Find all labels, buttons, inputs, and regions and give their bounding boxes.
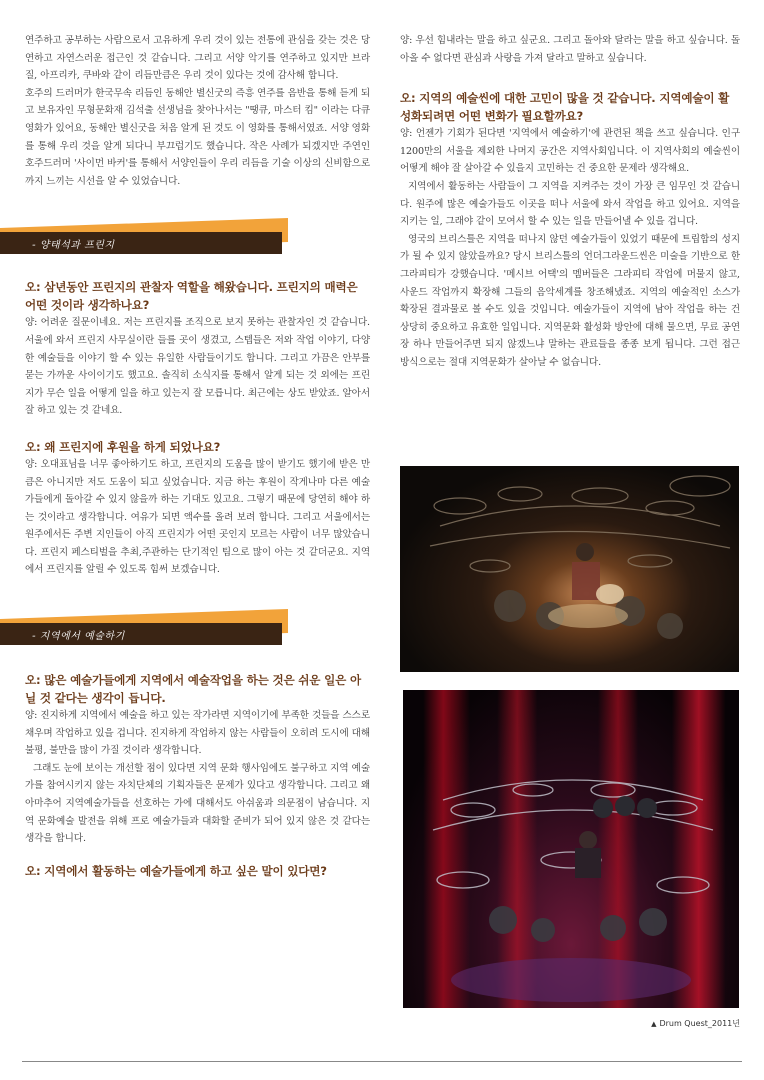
caption-text: Drum Quest_2011년 bbox=[659, 1019, 740, 1028]
photo-caption bbox=[651, 1018, 740, 1029]
answer-3-paragraph-2: 그래도 눈에 보이는 개선할 점이 있다면 지역 문화 행사임에도 불구하고 지역 예술가를 참여시키지 않는 자치단체의 기획자들은 문제가 있다고 생각합니다. 그리고 왜 아마추어 지역예술가들을 선호하는 가에 대해서도 아쉬움과 의문점이 남습니다. 지역 문화예술 발전을 위해 프로 예술가들과 대화할 준비가 되어 있지 않은 것 같다는 생각을 합니다. bbox=[25, 762, 370, 845]
section-label: - 양태석과 프린지 bbox=[32, 240, 115, 252]
question-4: 오: 지역에서 활동하는 예술가들에게 하고 싶은 말이 있다면? bbox=[25, 863, 327, 878]
section-header-yang-and-fringe bbox=[0, 228, 290, 250]
left-column bbox=[25, 32, 370, 880]
footer-divider bbox=[22, 1061, 742, 1062]
question-5: 오: 지역의 예술씬에 대한 고민이 많을 것 같습니다. 지역예술이 활성화되려면 어떤 변화가 필요할까요? bbox=[400, 91, 730, 124]
question-3: 오: 많은 예술가들에게 지역에서 예술작업을 하는 것은 쉬운 일은 아닐 것 같다는 생각이 듭니다. bbox=[25, 673, 361, 706]
answer-5-paragraph-3: 영국의 브리스틀은 지역을 떠나지 않던 예술가들이 있었기 때문에 트립합의 성지가 될 수 있지 않았을까요? 당시 브리스틀의 언더그라운드씬은 미술을 기반으로 한 그라피티가 강했습니다. '메시브 어택'의 멤버들은 그라피티 작업에 머물지 않고, 사운드 작업까지 확장해 그들의 음악세계를 창조해냈죠. 지역의 예술적인 소스가 확장된 결과물로 볼 수도 있을 것입니다. 예술가들이 지역에 남아 작업을 하는 건 상당히 중요하고 유효한 일입니다. 지역문화 활성화 방안에 대해 물으면, 무료 공연장 하나 만들어주면 되지 않겠느냐 말하는 관료들을 종종 보게 됩니다. 그런 접근 방식으로는 절대 지역문화가 살아날 수 없습니다. bbox=[400, 233, 740, 368]
answer-1: 양: 어려운 질문이네요. 저는 프린지를 조직으로 보지 못하는 관찰자인 것 같습니다. 서울에 와서 프린지 사무실이란 들를 곳이 생겼고, 스텝들은 저와 작업 이야기, 다양한 예술들을 이야기 할 수 있는 유일한 사람들이기도 합니다. 그리고 가끔은 안부를 묻는 가까운 사이이기도 했고요. 솔직히 소식지를 통해서 알게 되는 것 외에는 프린지가 무슨 일을 어떻게 일을 하고 있는지 잘 모릅니다. 최근에는 상도 받았죠. 알아서 잘 하고 있는 것 같네요. bbox=[25, 317, 370, 417]
answer-5-paragraph-2: 지역에서 활동하는 사람들이 그 지역을 지켜주는 것이 가장 큰 임무인 것 같습니다. 원주에 많은 예술가들도 이곳을 떠나 서울에 와서 작업을 하고 있어요. 지역을 지키는 일, 그래야 같이 모여서 할 수 있는 일을 만들어낼 수 있을 겁니다. bbox=[400, 180, 740, 228]
section-header-regional-art bbox=[0, 619, 290, 641]
drum-kit-illustration bbox=[400, 466, 739, 672]
answer-2: 양: 오대표님을 너무 좋아하기도 하고, 프린지의 도움을 많이 받기도 했기에 받은 만큼은 아니지만 저도 도움이 되고 싶었습니다. 지금 하는 후원이 작게나마 다른 예술가들에게 돌아갈 수 있지 않을까 하는 기대도 있고요. 그렇기 때문에 당연히 해야 하는 것이라고 생각합니다. 여유가 되면 액수를 올려 보려 합니다. 그리고 서울에서는 원주에서든 주변 지인들이 아직 프린지가 어떤 곳인지 모르는 사람이 너무 많았습니다. 프린지 페스티벌을 추최,주관하는 단기적인 팀으로 많이 아는 것 같더군요. 지역에서 프린지를 알릴 수 있도록 힘써 보겠습니다. bbox=[25, 458, 370, 576]
drummer-photo-spotlight bbox=[400, 466, 739, 672]
section-label: - 지역에서 예술하기 bbox=[32, 631, 125, 643]
intro-paragraph-1: 연주하고 공부하는 사람으로서 고유하게 우리 것이 있는 전통에 관심을 갖는 것은 당연하고 자연스러운 접근인 것 같습니다. 그리고 서양 악기를 연주하고 있지만 브라질, 아프리카, 쿠바와 같이 리듬만큼은 우리 것이 있다는 것에 감사해 합니다. bbox=[25, 35, 370, 82]
intro-paragraph-2: 호주의 드러머가 한국무속 리듬인 동해안 별신굿의 즉흥 연주를 음반을 통해 듣게 되고 보유자인 무형문화재 김석출 선생님을 찾아나서는 "땡큐, 마스터 킴" 이라는 다큐 영화가 있어요, 동해안 별신굿을 처음 알게 된 것도 이 영화를 통해서였죠. 서양 영화를 통해 우리 것을 알게 되다니 부끄럽기도 했습니다. 작은 사례가 되겠지만 주연인 호주드러머 '사이먼 바커'를 통해서 서양인들이 우리 리듬을 기술 이상의 신비함으로까지 느끼는 시선을 알 수 있었습니다. bbox=[25, 87, 370, 187]
drum-kit-stage-illustration bbox=[403, 690, 739, 1008]
question-2: 오: 왜 프린지에 후원을 하게 되었나요? bbox=[25, 439, 221, 454]
answer-3-paragraph-1: 양: 진지하게 지역에서 예술을 하고 있는 작가라면 지역이기에 부족한 것들을 스스로 채우며 작업하고 있을 겁니다. 진지하게 작업하지 않는 사람들이 오히려 도시에 대해 불평, 불만을 많이 가질 것이라 생각합니다. bbox=[25, 710, 370, 757]
answer-5-paragraph-1: 양: 언젠가 기회가 된다면 '지역에서 예술하기'에 관련된 책을 쓰고 싶습니다. 인구 1200만의 서울을 제외한 나머지 공간은 지역사회입니다. 이 지역사회의 예술씬이 어떻게 해야 잘 살아갈 수 있을지 고민하는 건 중요한 문제라 생각해요. bbox=[400, 128, 740, 175]
question-1: 오: 삼년동안 프린지의 관찰자 역할을 해왔습니다. 프린지의 매력은 어떤 것이라 생각하나요? bbox=[25, 280, 358, 313]
triangle-up-icon: ▲ bbox=[651, 1020, 657, 1028]
drummer-photo-red-lights bbox=[403, 690, 739, 1008]
answer-4: 양: 우선 힘내라는 말을 하고 싶군요. 그리고 돌아와 달라는 말을 하고 싶습니다. 돌아올 수 없다면 관심과 사랑을 가져 달라고 말하고 싶습니다. bbox=[400, 35, 740, 64]
right-column bbox=[400, 32, 740, 372]
